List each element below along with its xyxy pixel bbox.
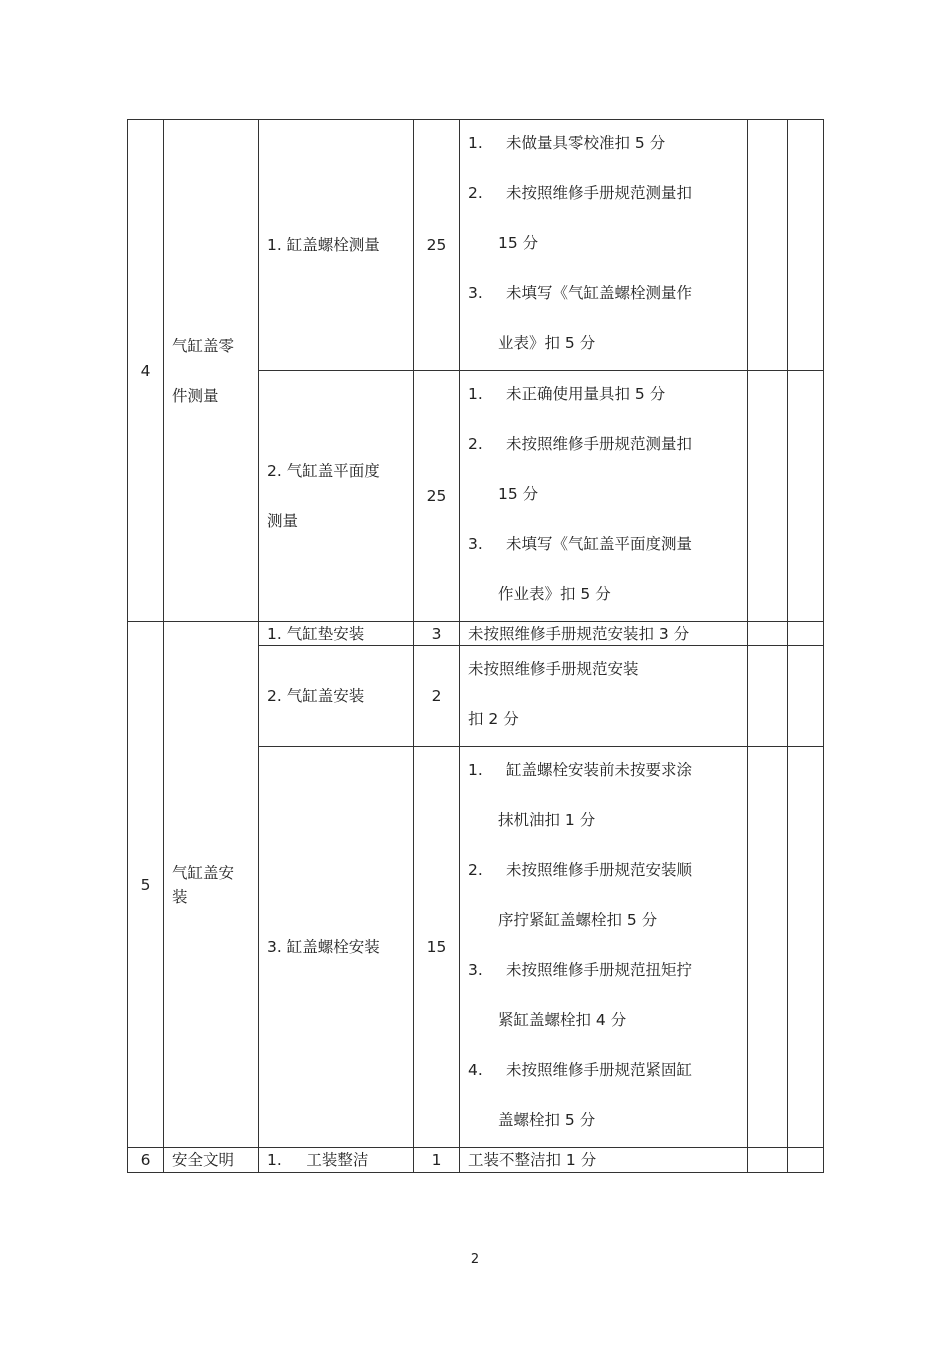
empty-cell bbox=[748, 1148, 788, 1173]
empty-cell bbox=[748, 371, 788, 622]
deduction-list: 1. 未正确使用量具扣 5 分 2. 未按照维修手册规范测量扣 15 分 3. 未填写《气缸盖平面度测量 作业表》扣 5 分 bbox=[460, 371, 748, 622]
page-number: 2 bbox=[470, 1252, 480, 1267]
deduction-text: 未按照维修手册规范安装扣 3 分 bbox=[460, 622, 748, 646]
empty-cell bbox=[788, 371, 824, 622]
item-score: 1 bbox=[414, 1148, 460, 1173]
empty-cell bbox=[748, 747, 788, 1148]
empty-cell bbox=[748, 120, 788, 371]
item-name: 2. 气缸盖平面度 测量 bbox=[259, 371, 414, 622]
item-name: 1. 气缸垫安装 bbox=[259, 622, 414, 646]
item-score: 2 bbox=[414, 646, 460, 747]
table-row bbox=[128, 622, 824, 646]
item-name: 2. 气缸盖安装 bbox=[259, 646, 414, 747]
empty-cell bbox=[788, 646, 824, 747]
empty-cell bbox=[788, 120, 824, 371]
item-name: 3. 缸盖螺栓安装 bbox=[259, 747, 414, 1148]
empty-cell bbox=[788, 622, 824, 646]
section-category: 气缸盖零 件测量 bbox=[164, 120, 259, 622]
item-name: 1. 缸盖螺栓测量 bbox=[259, 120, 414, 371]
section-category: 安全文明 bbox=[164, 1148, 259, 1173]
deduction-list: 1. 缸盖螺栓安装前未按要求涂 抹机油扣 1 分 2. 未按照维修手册规范安装顺 序拧紧缸盖螺栓扣 5 分 3. 未按照维修手册规范扭矩拧 紧缸盖螺栓扣 4 分 4. 未按照维修手册规范紧固缸 盖螺栓扣 5 分 bbox=[460, 747, 748, 1148]
empty-cell bbox=[788, 1148, 824, 1173]
section-number: 5 bbox=[128, 622, 164, 1148]
item-score: 25 bbox=[414, 371, 460, 622]
table-row bbox=[128, 120, 824, 371]
table-row bbox=[128, 1148, 824, 1173]
item-score: 25 bbox=[414, 120, 460, 371]
empty-cell bbox=[748, 622, 788, 646]
section-number: 4 bbox=[128, 120, 164, 622]
deduction-text: 工装不整洁扣 1 分 bbox=[460, 1148, 748, 1173]
scoring-table bbox=[127, 119, 824, 1173]
deduction-list: 1. 未做量具零校准扣 5 分 2. 未按照维修手册规范测量扣 15 分 3. 未填写《气缸盖螺栓测量作 业表》扣 5 分 bbox=[460, 120, 748, 371]
empty-cell bbox=[748, 646, 788, 747]
section-category: 气缸盖安 装 bbox=[164, 622, 259, 1148]
section-number: 6 bbox=[128, 1148, 164, 1173]
empty-cell bbox=[788, 747, 824, 1148]
item-score: 3 bbox=[414, 622, 460, 646]
item-score: 15 bbox=[414, 747, 460, 1148]
item-name: 1. 工装整洁 bbox=[259, 1148, 414, 1173]
deduction-list: 未按照维修手册规范安装 扣 2 分 bbox=[460, 646, 748, 747]
